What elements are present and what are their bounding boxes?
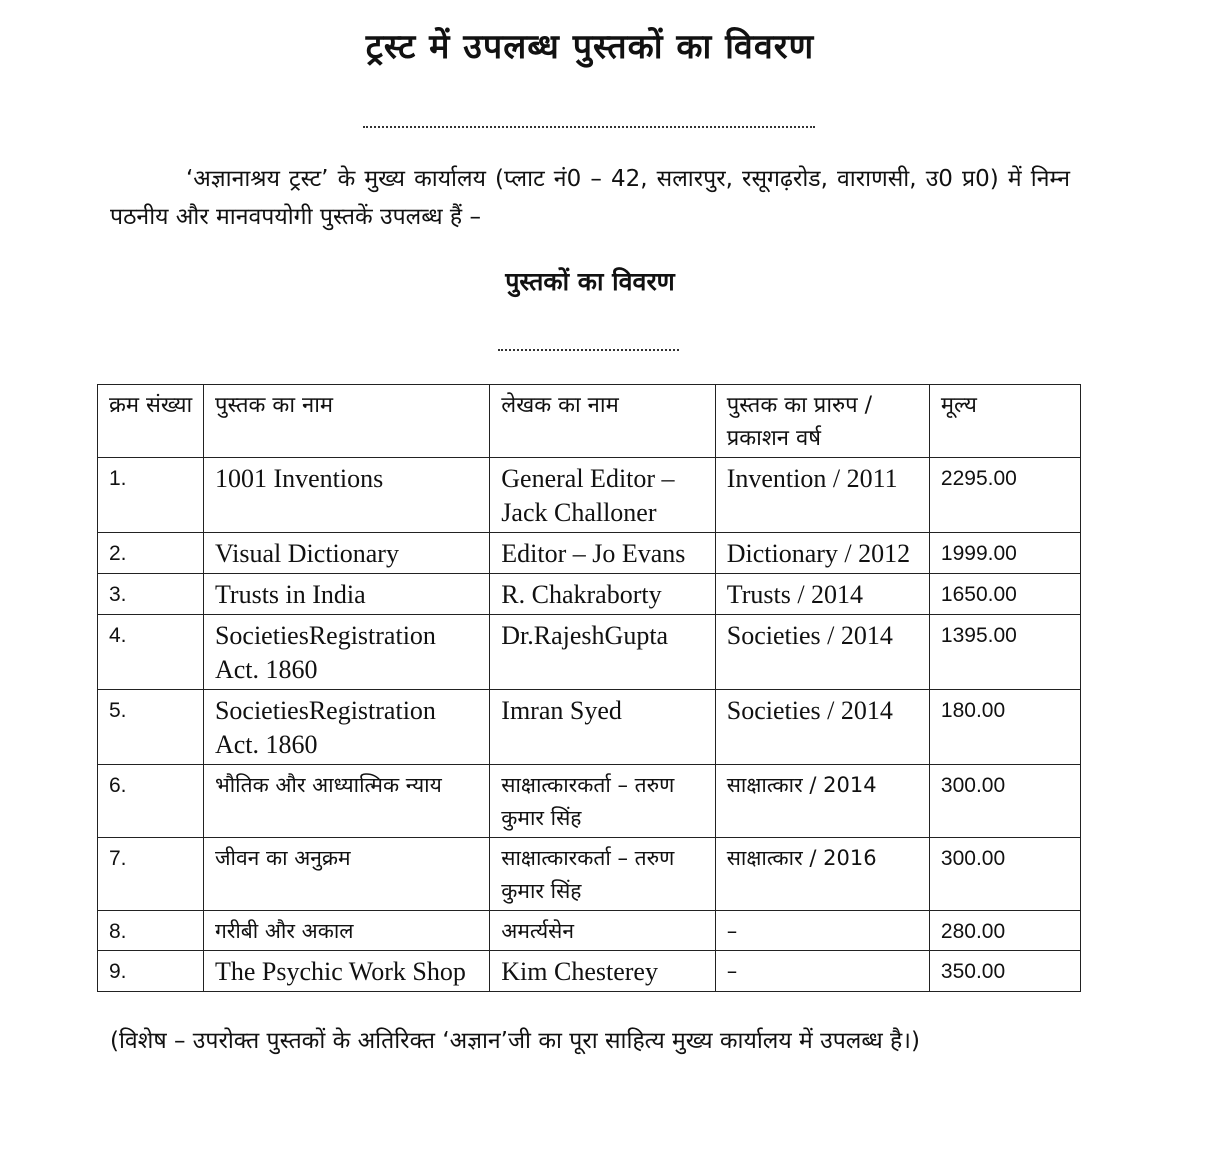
book-title: गरीबी और अकाल: [203, 911, 489, 951]
format-year: Societies / 2014: [715, 615, 929, 690]
serial-number: 1.: [98, 458, 204, 533]
dotted-divider: [498, 349, 679, 351]
price: 1395.00: [929, 615, 1080, 690]
book-title: जीवन का अनुक्रम: [203, 838, 489, 911]
header-price: मूल्य: [929, 385, 1080, 458]
table-row: [98, 533, 1081, 574]
table-row: [98, 574, 1081, 615]
serial-number: 2.: [98, 533, 204, 574]
price: 300.00: [929, 765, 1080, 838]
header-author-name: लेखक का नाम: [490, 385, 715, 458]
price: 300.00: [929, 838, 1080, 911]
table-row: [98, 615, 1081, 690]
books-table: [97, 384, 1081, 992]
price: 2295.00: [929, 458, 1080, 533]
price: 350.00: [929, 951, 1080, 992]
book-title: Visual Dictionary: [203, 533, 489, 574]
table-row: [98, 838, 1081, 911]
book-title: Trusts in India: [203, 574, 489, 615]
serial-number: 3.: [98, 574, 204, 615]
book-title: भौतिक और आध्यात्मिक न्याय: [203, 765, 489, 838]
author-name: साक्षात्कारकर्ता – तरुण कुमार सिंह: [490, 838, 715, 911]
format-year: –: [715, 911, 929, 951]
serial-number: 6.: [98, 765, 204, 838]
serial-number: 9.: [98, 951, 204, 992]
header-format-year: पुस्तक का प्रारुप /प्रकाशन वर्ष: [715, 385, 929, 458]
book-title: SocietiesRegistration Act. 1860: [203, 690, 489, 765]
book-title: 1001 Inventions: [203, 458, 489, 533]
author-name: General Editor – Jack Challoner: [490, 458, 715, 533]
page-title: ट्रस्ट में उपलब्ध पुस्तकों का विवरण: [365, 27, 815, 67]
author-name: साक्षात्कारकर्ता – तरुण कुमार सिंह: [490, 765, 715, 838]
author-name: Imran Syed: [490, 690, 715, 765]
serial-number: 4.: [98, 615, 204, 690]
table-row: [98, 765, 1081, 838]
table-row: [98, 690, 1081, 765]
intro-text: ‘अज्ञानाश्रय ट्रस्ट’ के मुख्य कार्यालय (प्लाट नं0 – 42, सलारपुर, रसूगढ़रोड, वाराणसी, उ0 प्र0) में निम्न पठनीय और मानवपयोगी पुस्तकें उपलब्ध हैं –: [110, 166, 1070, 230]
format-year: Invention / 2011: [715, 458, 929, 533]
footnote: (विशेष – उपरोक्त पुस्तकों के अतिरिक्त ‘अज्ञान’जी का पूरा साहित्य मुख्य कार्यालय में उपलब्ध है।): [110, 1028, 920, 1054]
serial-number: 8.: [98, 911, 204, 951]
header-serial-number: क्रम संख्या: [98, 385, 204, 458]
table-row: [98, 951, 1081, 992]
format-year: Trusts / 2014: [715, 574, 929, 615]
price: 1650.00: [929, 574, 1080, 615]
header-book-name: पुस्तक का नाम: [203, 385, 489, 458]
table-row: [98, 911, 1081, 951]
author-name: R. Chakraborty: [490, 574, 715, 615]
format-year: Dictionary / 2012: [715, 533, 929, 574]
author-name: Dr.RajeshGupta: [490, 615, 715, 690]
format-year: –: [715, 951, 929, 992]
author-name: Kim Chesterey: [490, 951, 715, 992]
author-name: Editor – Jo Evans: [490, 533, 715, 574]
price: 180.00: [929, 690, 1080, 765]
table-header-row: [98, 385, 1081, 458]
dotted-divider: [363, 126, 815, 128]
intro-paragraph: [110, 160, 1070, 236]
format-year: Societies / 2014: [715, 690, 929, 765]
serial-number: 7.: [98, 838, 204, 911]
table-row: [98, 458, 1081, 533]
price: 280.00: [929, 911, 1080, 951]
author-name: अमर्त्यसेन: [490, 911, 715, 951]
book-title: SocietiesRegistration Act. 1860: [203, 615, 489, 690]
format-year: साक्षात्कार / 2014: [715, 765, 929, 838]
price: 1999.00: [929, 533, 1080, 574]
book-title: The Psychic Work Shop: [203, 951, 489, 992]
serial-number: 5.: [98, 690, 204, 765]
section-title: पुस्तकों का विवरण: [505, 267, 675, 296]
format-year: साक्षात्कार / 2016: [715, 838, 929, 911]
